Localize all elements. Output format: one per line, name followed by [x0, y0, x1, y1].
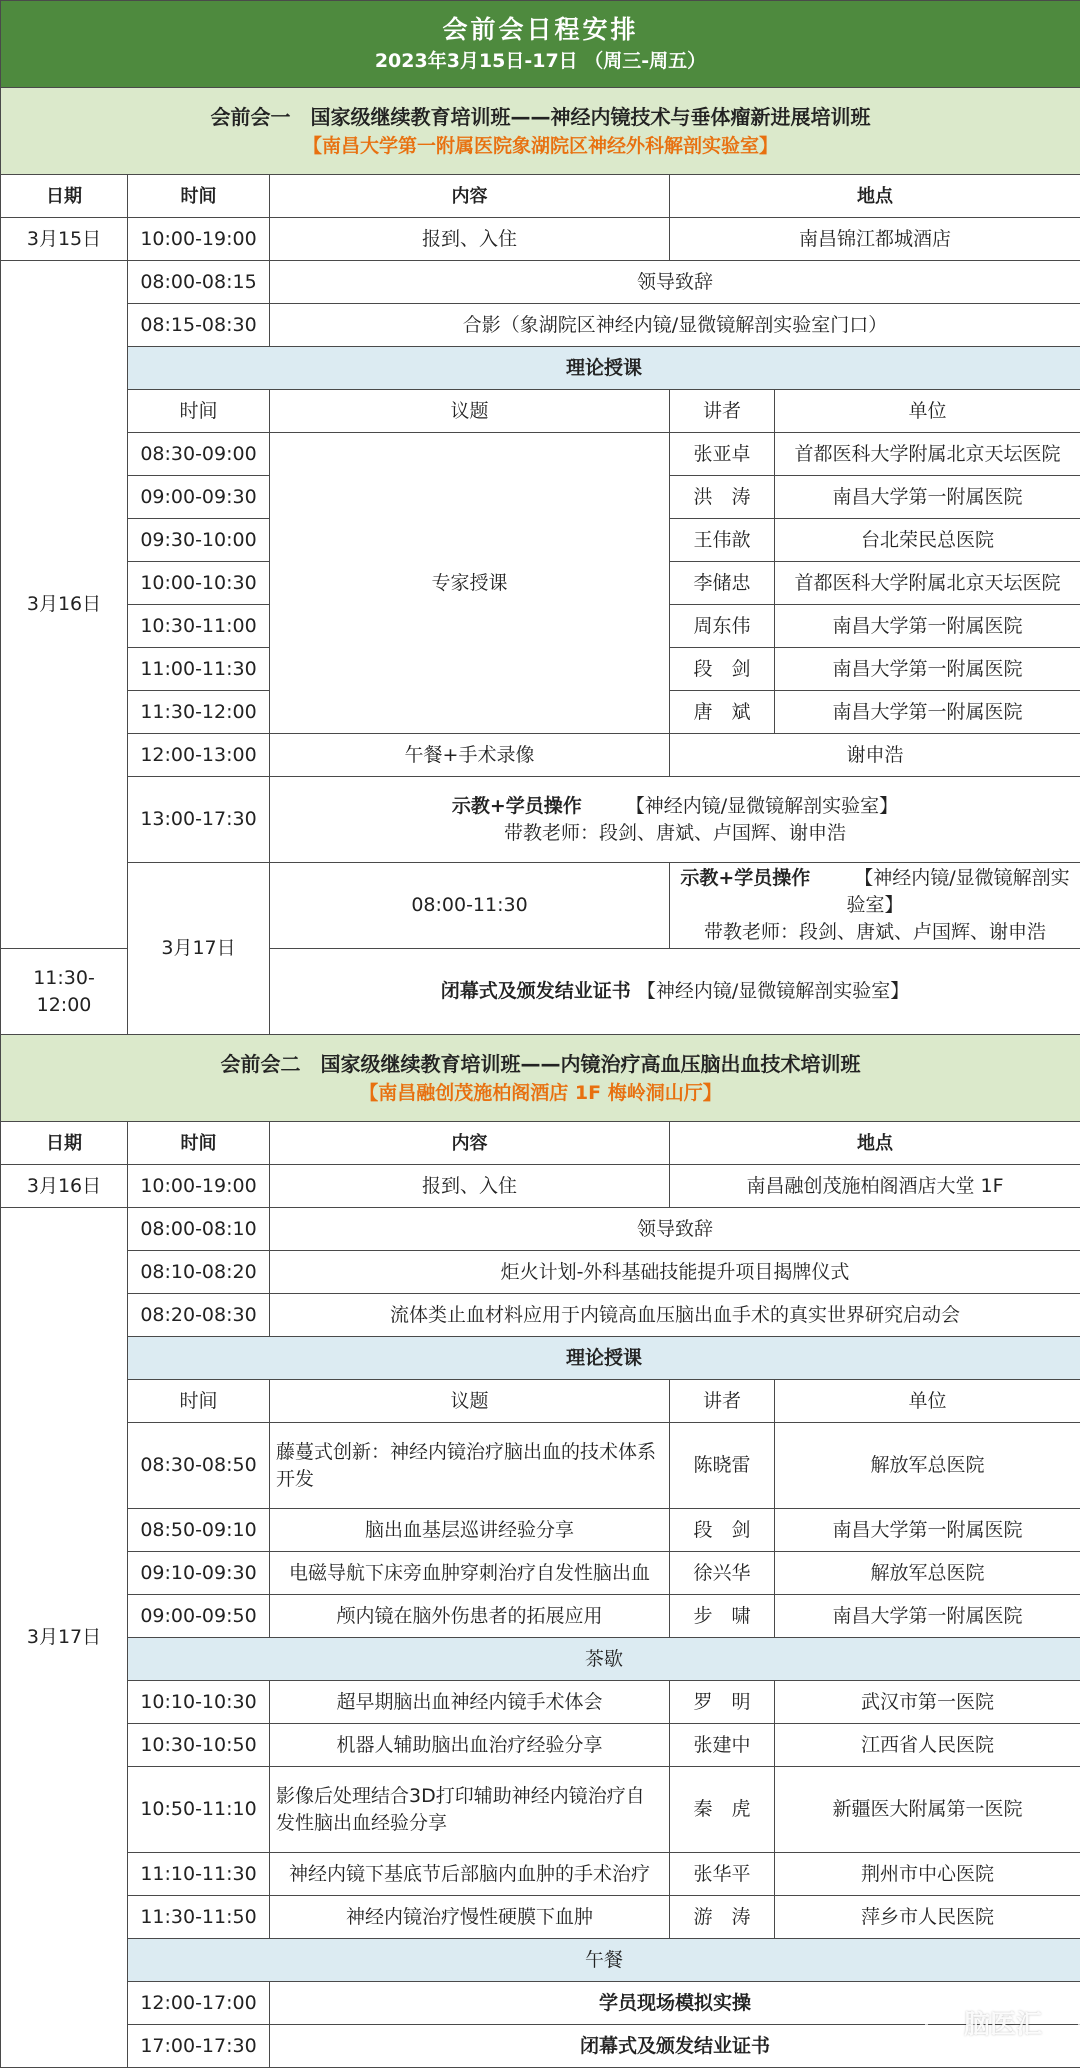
table-row	[1, 1552, 1080, 1595]
date-cell: 3月17日	[128, 863, 270, 1035]
org-cell: 南昌大学第一附属医院	[775, 605, 1080, 648]
time-cell: 10:30-11:00	[128, 605, 270, 648]
time-cell: 08:10-08:20	[128, 1251, 270, 1294]
table-row	[1, 218, 1080, 261]
org-cell: 南昌大学第一附属医院	[775, 476, 1080, 519]
org-cell: 江西省人民医院	[775, 1724, 1080, 1767]
col-header-content: 内容	[270, 175, 670, 218]
schedule-dates: 2023年3月15日-17日 （周三-周五）	[7, 47, 1074, 75]
topic-cell: 电磁导航下床旁血肿穿刺治疗自发性脑出血	[270, 1552, 670, 1595]
sub-header-time: 时间	[128, 1380, 270, 1423]
sub-header-speaker: 讲者	[670, 1380, 775, 1423]
table-row	[1, 1294, 1080, 1337]
time-cell: 10:00-19:00	[128, 1165, 270, 1208]
col-header-content: 内容	[270, 1122, 670, 1165]
org-cell: 新疆医大附属第一医院	[775, 1767, 1080, 1853]
demo-place: 【神经内镜/显微镜解剖实验室】	[626, 795, 898, 817]
time-cell: 11:00-11:30	[128, 648, 270, 691]
table-row	[1, 1595, 1080, 1638]
table-row	[1, 1982, 1080, 2025]
org-cell: 南昌大学第一附属医院	[775, 648, 1080, 691]
table-row	[1, 1423, 1080, 1509]
demo-title: 示教+学员操作	[680, 867, 810, 889]
topic-cell: 超早期脑出血神经内镜手术体会	[270, 1681, 670, 1724]
table-row	[1, 1251, 1080, 1294]
lunch-band: 午餐	[128, 1939, 1080, 1982]
org-cell: 南昌大学第一附属医院	[775, 1509, 1080, 1552]
table-row	[1, 2025, 1080, 2068]
content-cell: 午餐+手术录像	[270, 734, 670, 777]
speaker-cell: 段 剑	[670, 648, 775, 691]
topic-cell: 机器人辅助脑出血治疗经验分享	[270, 1724, 670, 1767]
col-header-location: 地点	[670, 175, 1080, 218]
speaker-cell: 周东伟	[670, 605, 775, 648]
closing-cell	[270, 949, 1080, 1035]
time-cell: 08:50-09:10	[128, 1509, 270, 1552]
table-row	[1, 777, 1080, 863]
time-cell: 09:10-09:30	[128, 1552, 270, 1595]
speaker-cell: 张建中	[670, 1724, 775, 1767]
date-cell: 3月16日	[1, 261, 128, 949]
time-cell: 10:00-19:00	[128, 218, 270, 261]
topic-cell: 颅内镜在脑外伤患者的拓展应用	[270, 1595, 670, 1638]
time-cell: 11:30-11:50	[128, 1896, 270, 1939]
table-row	[1, 1681, 1080, 1724]
org-cell: 武汉市第一医院	[775, 1681, 1080, 1724]
demo-place: 【神经内镜/显微镜解剖实验室】	[846, 867, 1069, 916]
org-cell: 解放军总医院	[775, 1552, 1080, 1595]
date-cell: 3月17日	[1, 1208, 128, 2068]
sub-header-topic: 议题	[270, 1380, 670, 1423]
speaker-cell: 张亚卓	[670, 433, 775, 476]
schedule-title: 会前会日程安排	[7, 13, 1074, 47]
org-cell: 台北荣民总医院	[775, 519, 1080, 562]
speaker-cell: 秦 虎	[670, 1767, 775, 1853]
section-2-venue: 【南昌融创茂施柏阁酒店 1F 梅岭洞山厅】	[7, 1079, 1074, 1107]
topic-cell: 神经内镜治疗慢性硬膜下血肿	[270, 1896, 670, 1939]
demo-teachers: 带教老师：段剑、唐斌、卢国辉、谢申浩	[276, 820, 1074, 847]
org-cell: 萍乡市人民医院	[775, 1896, 1080, 1939]
table-row	[1, 304, 1080, 347]
col-header-location: 地点	[670, 1122, 1080, 1165]
topic-cell: 脑出血基层巡讲经验分享	[270, 1509, 670, 1552]
speaker-cell: 罗 明	[670, 1681, 775, 1724]
time-cell: 11:30-12:00	[128, 691, 270, 734]
org-cell: 荆州市中心医院	[775, 1853, 1080, 1896]
table-row	[1, 433, 1080, 476]
time-cell: 10:30-10:50	[128, 1724, 270, 1767]
table-row	[1, 1896, 1080, 1939]
time-cell: 08:30-09:00	[128, 433, 270, 476]
table-row	[1, 1165, 1080, 1208]
time-cell: 08:00-08:10	[128, 1208, 270, 1251]
speaker-cell: 徐兴华	[670, 1552, 775, 1595]
time-cell: 11:30-12:00	[1, 949, 128, 1035]
content-cell: 学员现场模拟实操	[270, 1982, 1080, 2025]
table-row	[1, 261, 1080, 304]
speaker-cell: 张华平	[670, 1853, 775, 1896]
table-row	[1, 1767, 1080, 1853]
speaker-cell: 唐 斌	[670, 691, 775, 734]
table-row	[1, 1208, 1080, 1251]
table-row	[1, 1509, 1080, 1552]
section-1-title: 会前会一 国家级继续教育培训班——神经内镜技术与垂体瘤新进展培训班	[7, 102, 1074, 132]
sub-header-speaker: 讲者	[670, 390, 775, 433]
location-cell: 南昌锦江都城酒店	[670, 218, 1080, 261]
org-cell: 解放军总医院	[775, 1423, 1080, 1509]
content-cell: 合影（象湖院区神经内镜/显微镜解剖实验室门口）	[270, 304, 1080, 347]
tea-break-band: 茶歇	[128, 1638, 1080, 1681]
demo-cell	[670, 863, 1080, 949]
section-1-venue: 【南昌大学第一附属医院象湖院区神经外科解剖实验室】	[7, 132, 1074, 160]
time-cell: 09:00-09:50	[128, 1595, 270, 1638]
speaker-cell: 陈晓雷	[670, 1423, 775, 1509]
content-cell: 报到、入住	[270, 218, 670, 261]
time-cell: 12:00-17:00	[128, 1982, 270, 2025]
time-cell: 11:10-11:30	[128, 1853, 270, 1896]
time-cell: 17:00-17:30	[128, 2025, 270, 2068]
speaker-cell: 游 涛	[670, 1896, 775, 1939]
watermark-logo: 脑医汇	[925, 1992, 1080, 2058]
schedule-banner	[1, 1, 1080, 88]
time-cell: 10:00-10:30	[128, 562, 270, 605]
speaker-cell: 王伟歆	[670, 519, 775, 562]
org-cell: 首都医科大学附属北京天坛医院	[775, 562, 1080, 605]
table-row	[1, 1724, 1080, 1767]
content-cell: 闭幕式及颁发结业证书	[270, 2025, 1080, 2068]
date-cell: 3月16日	[1, 1165, 128, 1208]
content-cell: 领导致辞	[270, 261, 1080, 304]
table-row	[1, 1853, 1080, 1896]
org-cell: 南昌大学第一附属医院	[775, 1595, 1080, 1638]
table-row	[1, 863, 1080, 949]
topic-cell: 专家授课	[270, 433, 670, 734]
content-cell: 流体类止血材料应用于内镜高血压脑出血手术的真实世界研究启动会	[270, 1294, 1080, 1337]
theory-band: 理论授课	[128, 347, 1080, 390]
time-cell: 08:30-08:50	[128, 1423, 270, 1509]
theory-band: 理论授课	[128, 1337, 1080, 1380]
demo-teachers: 带教老师：段剑、唐斌、卢国辉、谢申浩	[676, 919, 1074, 946]
date-cell: 3月15日	[1, 218, 128, 261]
topic-cell: 藤蔓式创新：神经内镜治疗脑出血的技术体系开发	[270, 1423, 670, 1509]
section-1-header	[1, 88, 1080, 175]
speaker-cell: 步 啸	[670, 1595, 775, 1638]
col-header-date: 日期	[1, 1122, 128, 1165]
topic-cell: 影像后处理结合3D打印辅助神经内镜治疗自发性脑出血经验分享	[270, 1767, 670, 1853]
time-cell: 10:50-11:10	[128, 1767, 270, 1853]
content-cell: 炬火计划-外科基础技能提升项目揭牌仪式	[270, 1251, 1080, 1294]
org-cell: 首都医科大学附属北京天坛医院	[775, 433, 1080, 476]
demo-title: 示教+学员操作	[452, 795, 582, 817]
col-header-date: 日期	[1, 175, 128, 218]
time-cell: 10:10-10:30	[128, 1681, 270, 1724]
sub-header-org: 单位	[775, 390, 1080, 433]
closing-title: 闭幕式及颁发结业证书	[441, 980, 631, 1002]
location-cell: 南昌融创茂施柏阁酒店大堂 1F	[670, 1165, 1080, 1208]
sub-header-org: 单位	[775, 1380, 1080, 1423]
demo-cell	[270, 777, 1080, 863]
time-cell: 08:20-08:30	[128, 1294, 270, 1337]
section-2-header	[1, 1035, 1080, 1122]
content-cell: 报到、入住	[270, 1165, 670, 1208]
sub-header-time: 时间	[128, 390, 270, 433]
time-cell: 09:00-09:30	[128, 476, 270, 519]
content-cell: 领导致辞	[270, 1208, 1080, 1251]
time-cell: 13:00-17:30	[128, 777, 270, 863]
section-2-title: 会前会二 国家级继续教育培训班——内镜治疗高血压脑出血技术培训班	[7, 1049, 1074, 1079]
time-cell: 08:00-08:15	[128, 261, 270, 304]
time-cell: 12:00-13:00	[128, 734, 270, 777]
time-cell: 09:30-10:00	[128, 519, 270, 562]
col-header-time: 时间	[128, 175, 270, 218]
speaker-cell: 洪 涛	[670, 476, 775, 519]
col-header-time: 时间	[128, 1122, 270, 1165]
table-row	[1, 734, 1080, 777]
sub-header-topic: 议题	[270, 390, 670, 433]
person-cell: 谢申浩	[670, 734, 1080, 777]
time-cell: 08:15-08:30	[128, 304, 270, 347]
closing-place: 【神经内镜/显微镜解剖实验室】	[637, 980, 909, 1002]
time-cell: 08:00-11:30	[270, 863, 670, 949]
speaker-cell: 段 剑	[670, 1509, 775, 1552]
topic-cell: 神经内镜下基底节后部脑内血肿的手术治疗	[270, 1853, 670, 1896]
speaker-cell: 李储忠	[670, 562, 775, 605]
org-cell: 南昌大学第一附属医院	[775, 691, 1080, 734]
